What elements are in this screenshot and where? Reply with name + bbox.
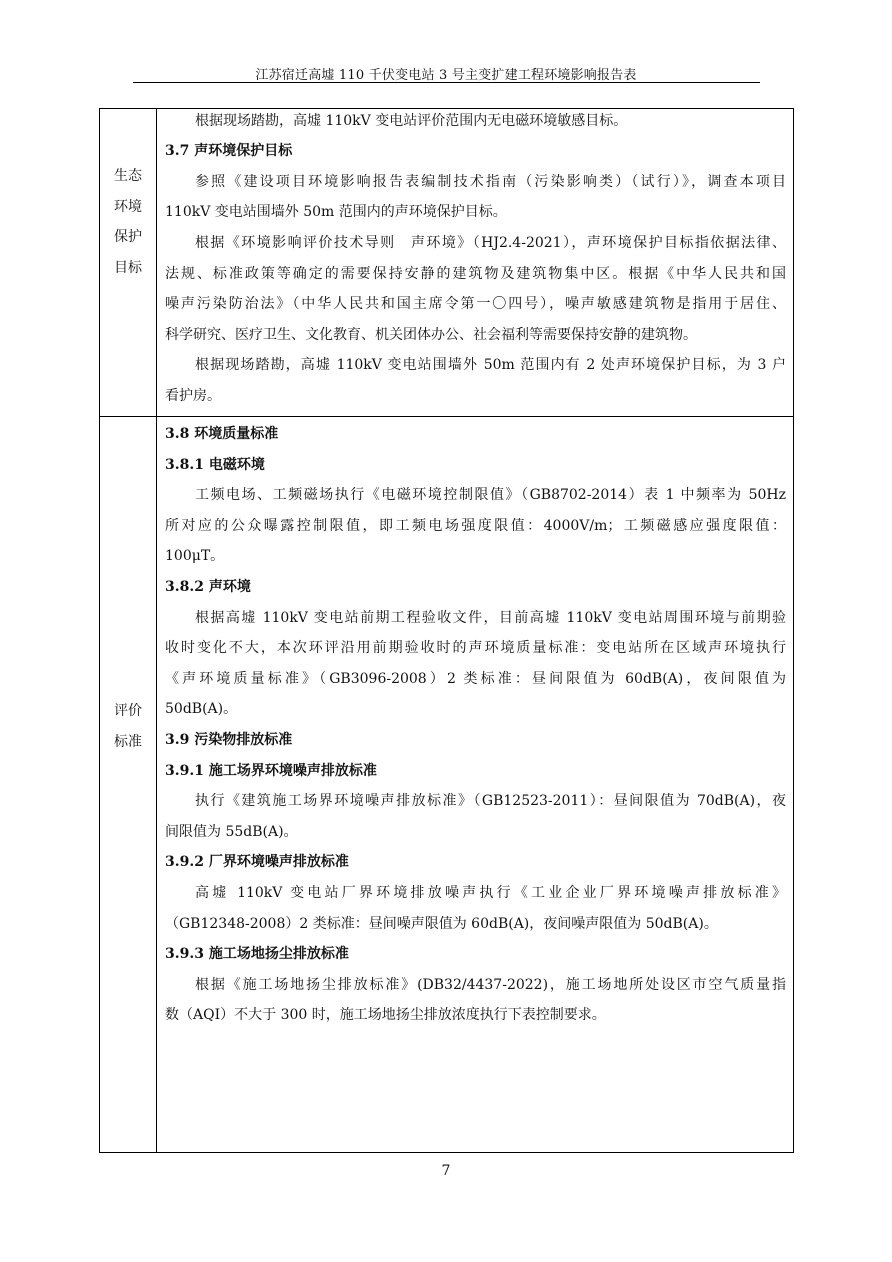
header-rule: [133, 82, 760, 83]
section-label-char: 环境: [114, 199, 142, 215]
paragraph-line: 噪声污染防治法》（中华人民共和国主席令第一〇四号），噪声敏感建筑物是指用于居住、: [165, 296, 786, 312]
section-label-char: 生态: [114, 168, 142, 184]
page-header: 江苏宿迁高墟 110 千伏变电站 3 号主变扩建工程环境影响报告表: [255, 68, 637, 83]
paragraph-line: 间限值为 55dB(A)。: [165, 824, 298, 840]
subsection-heading: 3.8 环境质量标准: [165, 426, 279, 442]
section-label-char: 目标: [114, 260, 142, 276]
paragraph-line: 数（AQI）不大于 300 时，施工场地扬尘排放浓度执行下表控制要求。: [165, 1007, 606, 1023]
subsection-heading: 3.9.3 施工场地扬尘排放标准: [165, 946, 349, 962]
subsection-heading: 3.8.1 电磁环境: [165, 457, 265, 473]
paragraph-line: 100μT。: [165, 548, 225, 564]
paragraph-line: 根据高墟 110kV 变电站前期工程验收文件，目前高墟 110kV 变电站周围环境与前期验: [195, 610, 786, 626]
section-label-char: 保护: [114, 229, 142, 245]
paragraph-line: 法规、标准政策等确定的需要保持安静的建筑物及建筑物集中区。根据《中华人民共和国: [165, 266, 786, 282]
paragraph-line: 执行《建筑施工场界环境噪声排放标准》（GB12523-2011）：昼间限值为 70dB(A)，夜: [195, 793, 786, 809]
paragraph-line: 根据《环境影响评价技术导则 声环境》（HJ2.4-2021），声环境保护目标指依据法律、: [195, 235, 786, 251]
paragraph-line: 110kV 变电站围墙外 50m 范围内的声环境保护目标。: [165, 204, 507, 220]
paragraph-line: 看护房。: [165, 388, 221, 404]
section-content-cell: [157, 109, 793, 416]
subsection-heading: 3.9 污染物排放标准: [165, 732, 293, 748]
subsection-heading: 3.9.1 施工场界环境噪声排放标准: [165, 763, 377, 779]
content-table: [99, 108, 794, 1153]
paragraph-line: 根据现场踏勘，高墟 110kV 变电站围墙外 50m 范围内有 2 处声环境保护目标，为 3 户: [195, 357, 786, 373]
section-content-cell: [157, 416, 793, 1152]
paragraph-line: 根据《施工场地扬尘排放标准》(DB32/4437-2022)，施工场地所处设区市空气质量指: [195, 977, 786, 993]
section-label-char: 评价: [114, 703, 142, 719]
section-label-cell: [100, 109, 157, 416]
subsection-heading: 3.7 声环境保护目标: [165, 143, 293, 159]
section-label-char: 标准: [114, 734, 142, 750]
paragraph-line: 工频电场、工频磁场执行《电磁环境控制限值》（GB8702-2014）表 1 中频率为 50Hz: [195, 487, 786, 503]
subsection-heading: 3.8.2 声环境: [165, 579, 251, 595]
page-number: 7: [441, 1163, 451, 1179]
paragraph-line: 所对应的公众曝露控制限值，即工频电场强度限值：4000V/m；工频磁感应强度限值：: [165, 518, 786, 534]
paragraph-line: 收时变化不大，本次环评沿用前期验收时的声环境质量标准：变电站所在区域声环境执行: [165, 640, 786, 656]
paragraph-line: 根据现场踏勘，高墟 110kV 变电站评价范围内无电磁环境敏感目标。: [195, 113, 628, 129]
paragraph-line: 50dB(A)。: [165, 701, 238, 717]
paragraph-line: 《声环境质量标准》（GB3096-2008）2 类标准：昼间限值为 60dB(A)，夜间限值为: [165, 671, 786, 687]
section-label-cell: [100, 416, 157, 1152]
paragraph-line: （GB12348-2008）2 类标准：昼间噪声限值为 60dB(A)，夜间噪声限值为 50dB(A)。: [165, 916, 718, 932]
subsection-heading: 3.9.2 厂界环境噪声排放标准: [165, 854, 349, 870]
paragraph-line: 参照《建设项目环境影响报告表编制技术指南（污染影响类）（试行）》，调查本项目: [195, 174, 786, 190]
paragraph-line: 科学研究、医疗卫生、文化教育、机关团体办公、社会福利等需要保持安静的建筑物。: [165, 327, 697, 343]
paragraph-line: 高墟 110kV 变电站厂界环境排放噪声执行《工业企业厂界环境噪声排放标准》: [195, 885, 786, 901]
